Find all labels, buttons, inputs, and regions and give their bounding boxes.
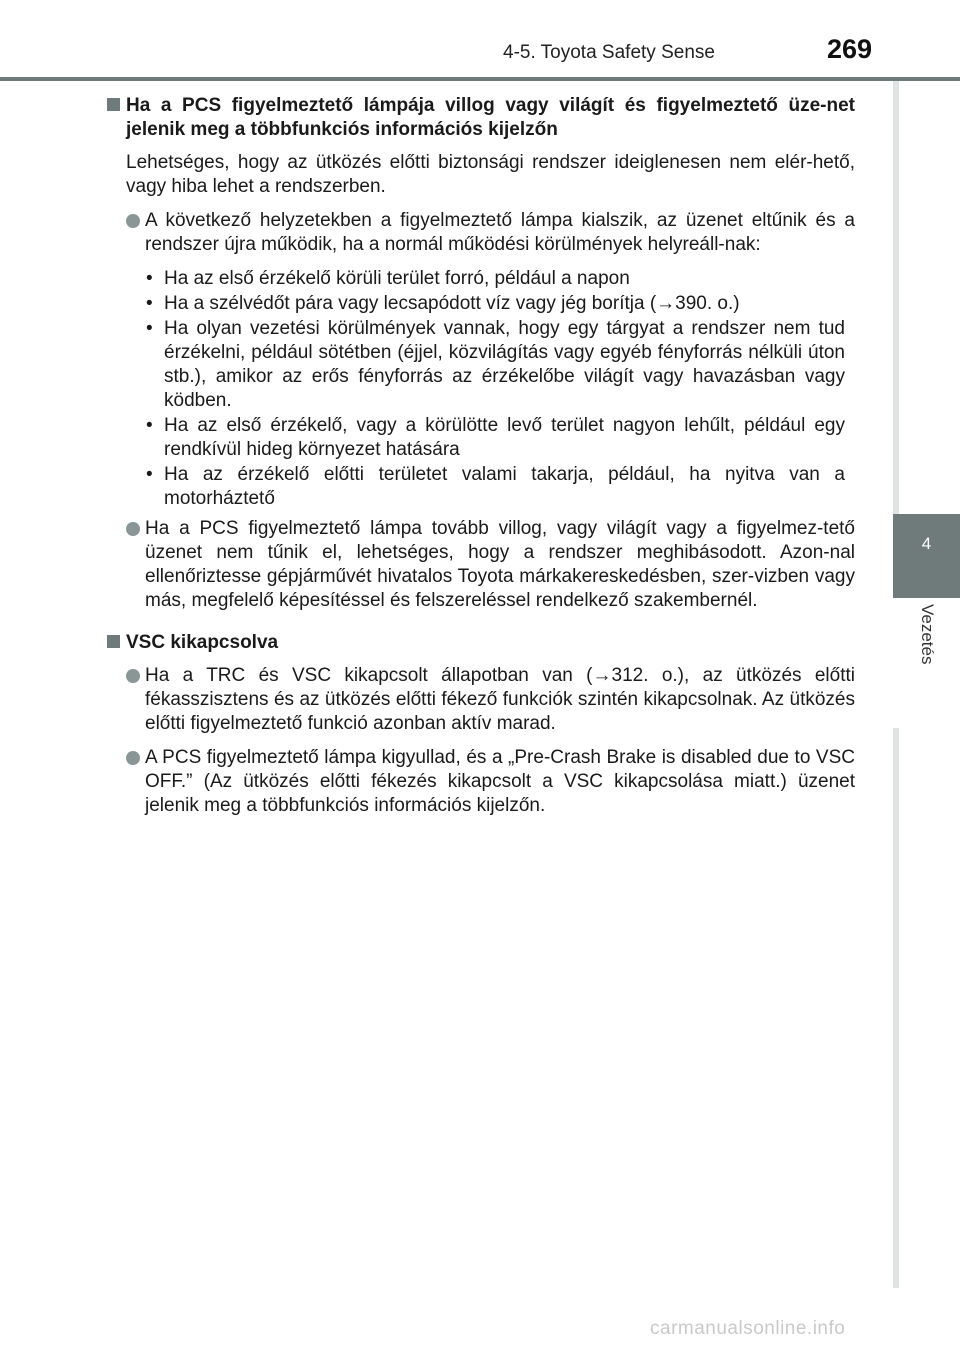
list-item [107,209,855,257]
section-heading-text: Ha a PCS figyelmeztető lámpája villog vagy világít és figyelmeztető üze-net jelenik meg a többfunkciós információs kijelzőn [126,95,855,140]
section-heading-text: VSC kikapcsolva [126,632,279,653]
square-marker-icon [107,635,120,648]
sub-bullet-item: • Ha az első érzékelő körüli terület forró, például a napon [145,267,845,291]
list-item-text: A következő helyzetekben a figyelmeztető lámpa kialszik, az üzenet eltűnik és a rendszer újra működik, ha a normál működési körülmények helyreáll-nak: [145,210,855,255]
circle-bullet-icon [126,751,140,765]
page-number: 269 [827,34,873,64]
list-item-text: A PCS figyelmeztető lámpa kigyullad, és a „Pre-Crash Brake is disabled due to VSC OFF.” (Az ütközés előtti fékezés kikapcsolt a VSC kikapcsolása miatt.) üzenet jelenik meg a többfunkciós információs kijelzőn. [145,747,855,816]
side-margin-band-lower [893,728,899,1288]
chapter-number: 4 [921,534,932,553]
chapter-name: Vezetés [918,604,937,665]
sub-bullet-list [107,267,845,511]
sub-bullet-item: • Ha a szélvédőt pára vagy lecsapódott víz vagy jég borítja (→390. o.) [145,292,845,316]
sub-bullet-item: • Ha az érzékelő előtti területet valami takarja, például, ha nyitva van a motorháztető [145,463,845,511]
section-heading [107,631,855,655]
circle-bullet-icon [126,522,140,536]
section-paragraph: Lehetséges, hogy az ütközés előtti biztonsági rendszer ideiglenesen nem elér-hető, vagy hiba lehet a rendszerben. [126,152,855,197]
page-body [107,94,855,828]
chapter-tab [893,514,960,598]
header-divider [0,77,960,81]
header-section-title: 4-5. Toyota Safety Sense [503,42,715,63]
section-gap [107,623,855,631]
section-heading [107,94,855,142]
sub-bullet-item: • Ha olyan vezetési körülmények vannak, hogy egy tárgyat a rendszer nem tud érzékelni, például sötétben (éjjel, közvilágítás vagy egyéb fényforrás nélküli úton stb.), amikor az erős fényforrás az érzékelőbe világít vagy havazásban vagy ködben. [145,317,845,413]
circle-bullet-icon [126,214,140,228]
list-item [107,746,855,818]
watermark: carmanualsonline.info [650,1318,846,1339]
sub-bullet-item: • Ha az első érzékelő, vagy a körülötte levő terület nagyon lehűlt, például egy rendkívül hideg környezet hatására [145,414,845,462]
list-item [107,664,855,736]
list-item-text: Ha a PCS figyelmeztető lámpa tovább villog, vagy világít vagy a figyelmez-tető üzenet nem tűnik el, lehetséges, hogy a rendszer meghibásodott. Azon-nal ellenőriztesse gépjárművét hivatalos Toyota márkakereskedésben, szer-vizben vagy más, megfelelő képesítéssel és felszereléssel rendelkező szakembernél. [145,518,855,611]
list-item-text: Ha a TRC és VSC kikapcsolt állapotban van (→312. o.), az ütközés előtti fékasszisztens és az ütközés előtti fékező funkciók szintén kikapcsolnak. Az ütközés előtti figyelmeztető funkció azonban aktív marad. [145,665,855,734]
square-marker-icon [107,98,120,111]
side-margin-band [893,81,899,514]
circle-bullet-icon [126,669,140,683]
list-item [107,517,855,613]
